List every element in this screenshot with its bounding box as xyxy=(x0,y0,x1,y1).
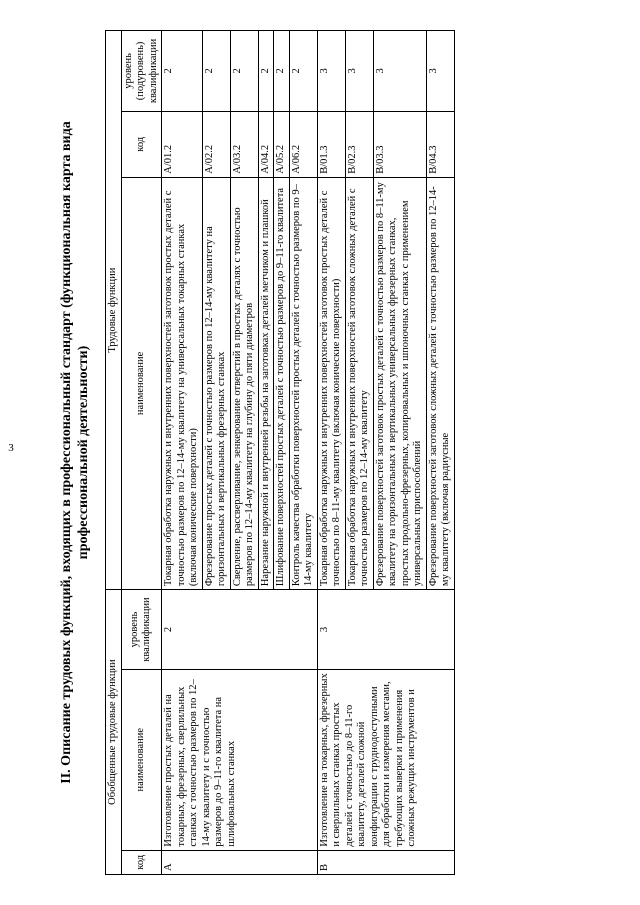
header-generalized-functions: Обобщенные трудовые функции xyxy=(106,590,122,875)
section-title-line-2: профессиональной деятельности) xyxy=(76,345,91,560)
function-code: B/01.3 xyxy=(317,111,345,177)
function-code: B/03.3 xyxy=(373,111,426,177)
header-name: наименование xyxy=(121,669,162,850)
table-row xyxy=(317,31,345,875)
header-code: код xyxy=(121,850,162,874)
section-title xyxy=(58,0,92,905)
header-level-sub: уровень (подуровень) квалификации xyxy=(121,31,162,112)
function-name: Фрезерование поверхностей заготовок простых деталей с точностью размеров по 8–11-му квалитету на горизонтальных и вертикальных универсальных фрезерных станках, простых продольно-фрезерных, копировальных и шпоночных станках с применением универсальных приспособлений xyxy=(373,177,426,589)
function-name: Токарная обработка наружных и внутренних поверхностей заготовок простых деталей с точностью размеров по 12–14-му квалитету на универсальных токарных станках (включая конические поверхности) xyxy=(162,177,203,589)
page-number: 3 xyxy=(8,442,14,454)
header-row-1 xyxy=(106,31,122,875)
header-function-code: код xyxy=(121,111,162,177)
function-level: 2 xyxy=(202,31,230,112)
group-level: 2 xyxy=(162,590,318,670)
function-code: A/01.2 xyxy=(162,111,203,177)
function-level: 3 xyxy=(345,31,373,112)
function-level: 2 xyxy=(162,31,203,112)
functional-map-table xyxy=(105,30,455,875)
function-code: A/04.2 xyxy=(258,111,274,177)
header-function-name: наименование xyxy=(121,177,162,589)
function-level: 2 xyxy=(258,31,274,112)
group-name: Изготовление простых деталей на токарных, фрезерных, сверлильных станках с точностью размеров по 12–14-му квалитету и с точностью размеров до 9–11-го квалитета на шлифовальных станках xyxy=(162,669,318,850)
group-code: A xyxy=(162,850,318,874)
function-code: A/05.2 xyxy=(274,111,290,177)
function-code: A/03.2 xyxy=(230,111,258,177)
function-code: B/04.3 xyxy=(426,111,454,177)
function-level: 3 xyxy=(373,31,426,112)
function-code: A/02.2 xyxy=(202,111,230,177)
function-code: B/02.3 xyxy=(345,111,373,177)
function-name: Контроль качества обработки поверхностей простых деталей с точностью размеров по 9–14-му квалитету xyxy=(289,177,317,589)
function-level: 2 xyxy=(289,31,317,112)
function-name: Нарезание наружной и внутренней резьбы на заготовках деталей метчиком и плашкой xyxy=(258,177,274,589)
function-level: 2 xyxy=(230,31,258,112)
function-level: 3 xyxy=(317,31,345,112)
function-name: Сверление, рассверливание, зенкерование отверстий в простых деталях с точностью размеров по 12–14-му квалитету на глубину до пяти диаметров xyxy=(230,177,258,589)
header-level: уровень квалификации xyxy=(121,590,162,670)
table-row xyxy=(162,31,203,875)
function-name: Токарная обработка наружных и внутренних поверхностей заготовок сложных деталей с точностью размеров по 12–14-му квалитету xyxy=(345,177,373,589)
header-labor-functions: Трудовые функции xyxy=(106,31,122,590)
function-name: Токарная обработка наружных и внутренних поверхностей заготовок простых деталей с точностью по 8–11-му квалитету (включая конические поверхности) xyxy=(317,177,345,589)
group-code: B xyxy=(317,850,454,874)
function-name: Шлифование поверхностей простых деталей с точностью размеров до 9–11-го квалитета xyxy=(274,177,290,589)
function-level: 2 xyxy=(274,31,290,112)
group-level: 3 xyxy=(317,590,454,670)
section-title-line-1: II. Описание трудовых функций, входящих в профессиональный стандарт (функциональная карта вида xyxy=(59,121,74,784)
function-name: Фрезерование простых деталей с точностью размеров по 12–14-му квалитету на горизонтальных и вертикальных фрезерных станках xyxy=(202,177,230,589)
function-code: A/06.2 xyxy=(289,111,317,177)
function-level: 3 xyxy=(426,31,454,112)
function-name: Фрезерование поверхностей заготовок сложных деталей с точностью размеров по 12–14-му квалитету (включая радиусные xyxy=(426,177,454,589)
group-name: Изготовление на токарных, фрезерных и сверлильных станках простых деталей с точностью до 8–11-го квалитету, деталей сложной конфигурации с труднодоступными для обработки и измерения местами, требующих выверки и применения сложных режущих инструментов и xyxy=(317,669,454,850)
header-row-2 xyxy=(121,31,162,875)
